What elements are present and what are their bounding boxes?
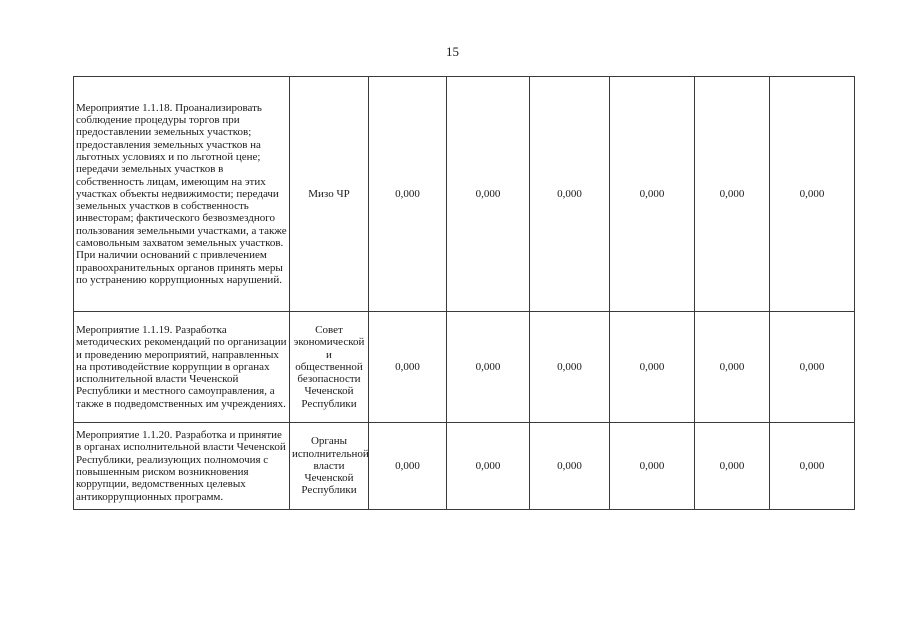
value-cell: 0,000 [610,423,695,510]
executor-cell: Совет экономической и общественной безопасности Чеченской Республики [290,312,369,423]
table-row [74,77,855,312]
activity-description: Мероприятие 1.1.18. Проанализировать соблюдение процедуры торгов при предоставлении земельных участков; предоставления земельных участков на льготных условиях и по льготной цене; передачи земельных участков в собственность лицам, имеющим на этих участках объекты недвижимости; передачи земельных участков в собственность инвесторам; фактического безвозмездного пользования земельными участками, а также самовольным захватом земельных участков. При наличии оснований с привлечением правоохранительных органов принять меры по устранению коррупционных нарушений. [74,77,290,312]
value-cell: 0,000 [447,423,530,510]
activity-description: Мероприятие 1.1.19. Разработка методических рекомендаций по организации и проведению мероприятий, направленных на противодействие коррупции в органах исполнительной власти Чеченской Республики и местного самоуправления, а также в подведомственных им учреждениях. [74,312,290,423]
value-cell: 0,000 [695,423,770,510]
executor-cell: Мизо ЧР [290,77,369,312]
value-cell: 0,000 [530,423,610,510]
value-cell: 0,000 [610,77,695,312]
page-number: 15 [446,44,459,59]
activity-description: Мероприятие 1.1.20. Разработка и принятие в органах исполнительной власти Чеченской Республики, реализующих полномочия с повышенным риском возникновения коррупции, ведомственных целевых антикоррупционных программ. [74,423,290,510]
value-cell: 0,000 [369,423,447,510]
executor-cell: Органы исполнительной власти Чеченской Республики [290,423,369,510]
table-row [74,312,855,423]
value-cell: 0,000 [447,312,530,423]
value-cell: 0,000 [695,77,770,312]
value-cell: 0,000 [770,423,855,510]
value-cell: 0,000 [770,77,855,312]
value-cell: 0,000 [530,312,610,423]
value-cell: 0,000 [610,312,695,423]
value-cell: 0,000 [369,312,447,423]
value-cell: 0,000 [770,312,855,423]
value-cell: 0,000 [447,77,530,312]
value-cell: 0,000 [530,77,610,312]
program-table [73,76,855,510]
value-cell: 0,000 [695,312,770,423]
value-cell: 0,000 [369,77,447,312]
table-row [74,423,855,510]
